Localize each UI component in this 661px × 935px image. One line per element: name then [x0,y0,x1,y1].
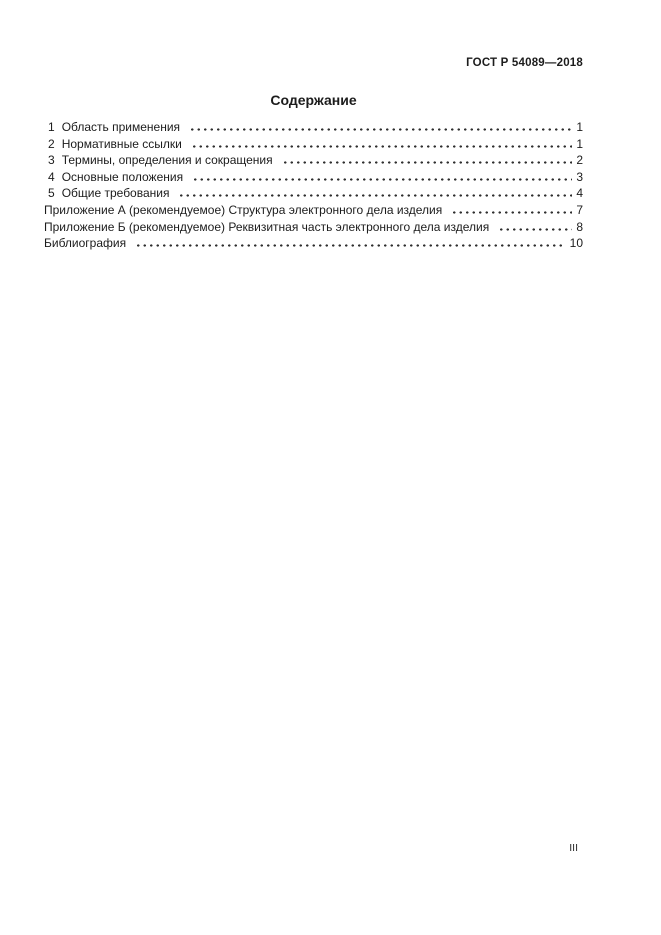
toc-dot-leader [176,187,572,197]
toc-entry-page: 2 [576,153,583,168]
toc-entry-page: 10 [569,236,583,251]
toc-dot-leader [496,221,572,231]
toc-entry-number: 2 [48,136,55,151]
document-code: ГОСТ Р 54089—2018 [466,57,583,69]
toc-entry-number: 3 [48,153,55,168]
toc-entry-number: 4 [48,169,55,184]
toc-entry-page: 4 [576,186,583,201]
toc-dot-leader [190,171,572,181]
toc-entry [44,169,583,186]
toc-entry-number: 5 [48,186,55,201]
toc-entry-label: Библиография [44,236,127,251]
toc-title: Содержание [270,92,357,108]
toc-entry-page: 1 [576,136,583,151]
toc-entry-label: Приложение Б (рекомендуемое) Реквизитная часть электронного дела изделия [44,219,490,234]
toc-dot-leader [449,204,572,214]
toc-entry [44,202,583,219]
toc-dot-leader [280,154,573,164]
toc-entry-label: Общие требования [61,186,170,201]
toc-entry-page: 1 [576,120,583,134]
toc-entry [44,119,583,136]
toc-entry-label: Основные положения [61,169,184,184]
toc-entry-label: Область применения [61,120,181,134]
toc-entry [44,235,583,252]
page-folio: III [569,842,578,854]
toc-entry [44,185,583,202]
toc-entry-number: 1 [48,120,55,134]
toc-entry-page: 3 [576,169,583,184]
toc-entry [44,136,583,153]
toc-entry [44,152,583,169]
content-block [44,0,583,252]
toc-list [44,119,583,252]
toc-entry-label: Нормативные ссылки [61,136,182,151]
toc-entry-label: Приложение А (рекомендуемое) Структура электронного дела изделия [44,202,443,217]
toc-entry-page: 8 [576,219,583,234]
toc-entry-label: Термины, определения и сокращения [61,153,273,168]
toc-entry [44,219,583,236]
toc-dot-leader [189,138,573,148]
toc-dot-leader [133,237,566,247]
toc-entry-page: 7 [576,202,583,217]
toc-dot-leader [187,121,572,131]
